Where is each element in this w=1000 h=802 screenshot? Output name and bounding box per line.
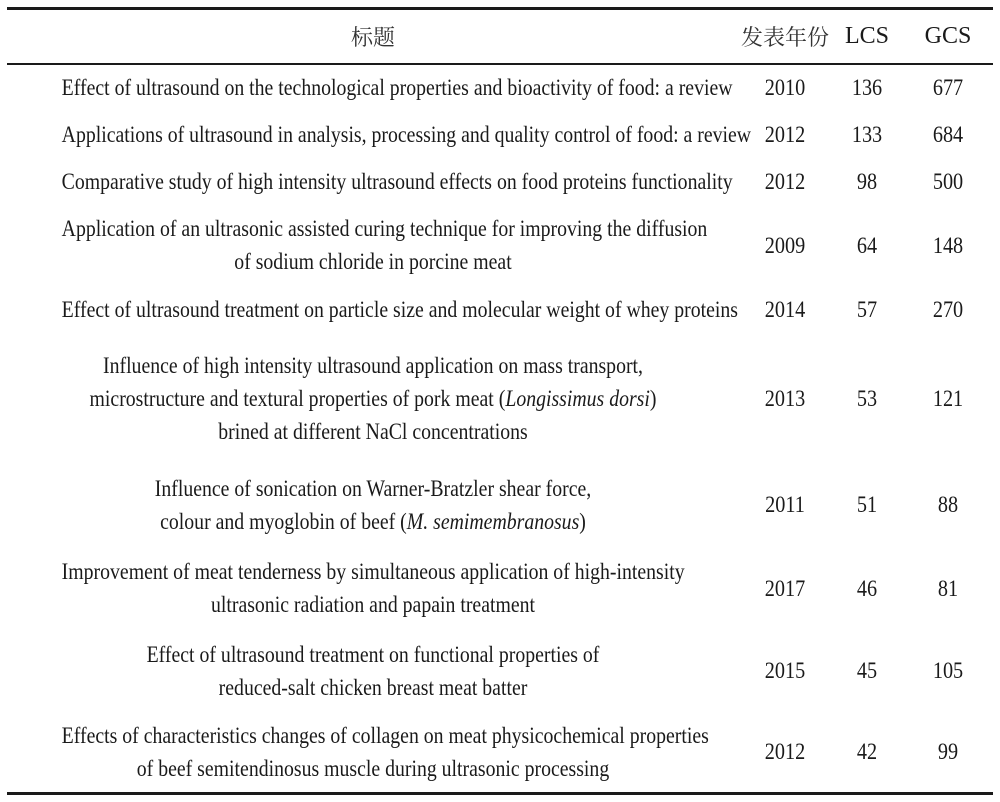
header-lcs: LCS [831, 9, 903, 64]
row-gcs: 99 [908, 712, 987, 794]
row-title [58, 64, 733, 111]
row-lcs: 46 [856, 575, 878, 601]
row-year: 2012 [764, 168, 806, 194]
row-year: 2014 [764, 297, 806, 322]
title-text: colour and myoglobin of beef ( [160, 508, 407, 534]
row-title [58, 158, 733, 205]
row-year: 2015 [764, 658, 806, 683]
row-gcs: 148 [932, 232, 964, 258]
title-line: Application of an ultrasonic assisted curing technique for improving the diffusion [61, 216, 708, 241]
citation-table [7, 7, 993, 795]
title-line: Applications of ultrasound in analysis, processing and quality control of food: a review [61, 121, 752, 147]
header-year: 发表年份 [739, 9, 831, 64]
row-gcs: 677 [932, 75, 964, 100]
row-title [58, 205, 708, 286]
title-line: Effects of characteristics changes of collagen on meat physicochemical properties [61, 722, 709, 748]
title-line: Influence of sonication on Warner-Bratzler shear force, [154, 475, 592, 501]
row-year: 2009 [764, 232, 806, 258]
table-row [7, 630, 993, 712]
row-lcs: 53 [856, 385, 878, 411]
title-line-with-italic [62, 505, 685, 538]
row-year: 2017 [764, 575, 806, 601]
title-line: Effect of ultrasound treatment on functional properties of [146, 641, 600, 667]
table-row [7, 712, 993, 794]
title-line: Influence of high intensity ultrasound application on mass transport, [103, 352, 643, 378]
title-line: Improvement of meat tenderness by simultaneous application of high-intensity [61, 559, 685, 584]
row-year: 2011 [765, 492, 805, 517]
row-gcs: 500 [932, 168, 964, 194]
table-header-row [7, 9, 993, 64]
row-lcs: 42 [835, 712, 898, 794]
row-year: 2013 [764, 385, 806, 411]
table-row [7, 463, 993, 547]
row-lcs: 133 [851, 121, 883, 147]
table-row [7, 334, 993, 463]
row-title [58, 630, 688, 712]
row-lcs: 136 [851, 75, 883, 100]
row-gcs: 270 [932, 297, 964, 322]
row-title [58, 334, 688, 463]
row-gcs: 121 [932, 385, 964, 411]
title-line: Comparative study of high intensity ultrasound effects on food proteins functionality [61, 168, 733, 194]
header-gcs: GCS [903, 9, 993, 64]
row-gcs: 684 [932, 121, 964, 147]
row-title [58, 463, 688, 547]
row-year: 2010 [764, 75, 806, 100]
table-row [7, 158, 993, 205]
title-line: ultrasonic radiation and papain treatment [210, 592, 536, 617]
row-title [58, 547, 688, 630]
row-lcs: 64 [856, 232, 878, 258]
title-line: reduced-salt chicken breast meat batter [218, 674, 528, 700]
row-lcs: 51 [856, 492, 878, 517]
title-text: ) [649, 385, 657, 411]
title-text: microstructure and textural properties of pork meat ( [89, 385, 506, 411]
title-line-with-italic [62, 382, 685, 415]
table-row [7, 64, 993, 111]
title-line: of beef semitendinosus muscle during ultrasonic processing [136, 755, 610, 781]
row-gcs: 88 [937, 492, 959, 517]
row-title [58, 712, 709, 794]
title-line: brined at different NaCl concentrations [218, 418, 528, 444]
row-year: 2012 [764, 121, 806, 147]
title-line: Effect of ultrasound on the technological properties and bioactivity of food: a review [61, 75, 733, 100]
table-row [7, 286, 993, 334]
row-title [58, 286, 739, 334]
row-lcs: 98 [856, 168, 878, 194]
muscle-name-italic: M. semimembranosus [406, 508, 580, 534]
table-row [7, 205, 993, 286]
table-row [7, 547, 993, 630]
row-gcs: 81 [937, 575, 959, 601]
title-line: Effect of ultrasound treatment on particle size and molecular weight of whey proteins [61, 297, 739, 322]
row-title [58, 111, 752, 158]
title-text: ) [579, 508, 586, 534]
header-title: 标题 [7, 9, 739, 64]
row-lcs: 57 [856, 297, 878, 322]
title-line: of sodium chloride in porcine meat [234, 249, 512, 274]
table-row [7, 111, 993, 158]
species-name-italic: Longissimus dorsi [505, 385, 650, 411]
row-year: 2012 [745, 712, 826, 794]
row-gcs: 105 [932, 658, 964, 683]
row-lcs: 45 [856, 658, 878, 683]
